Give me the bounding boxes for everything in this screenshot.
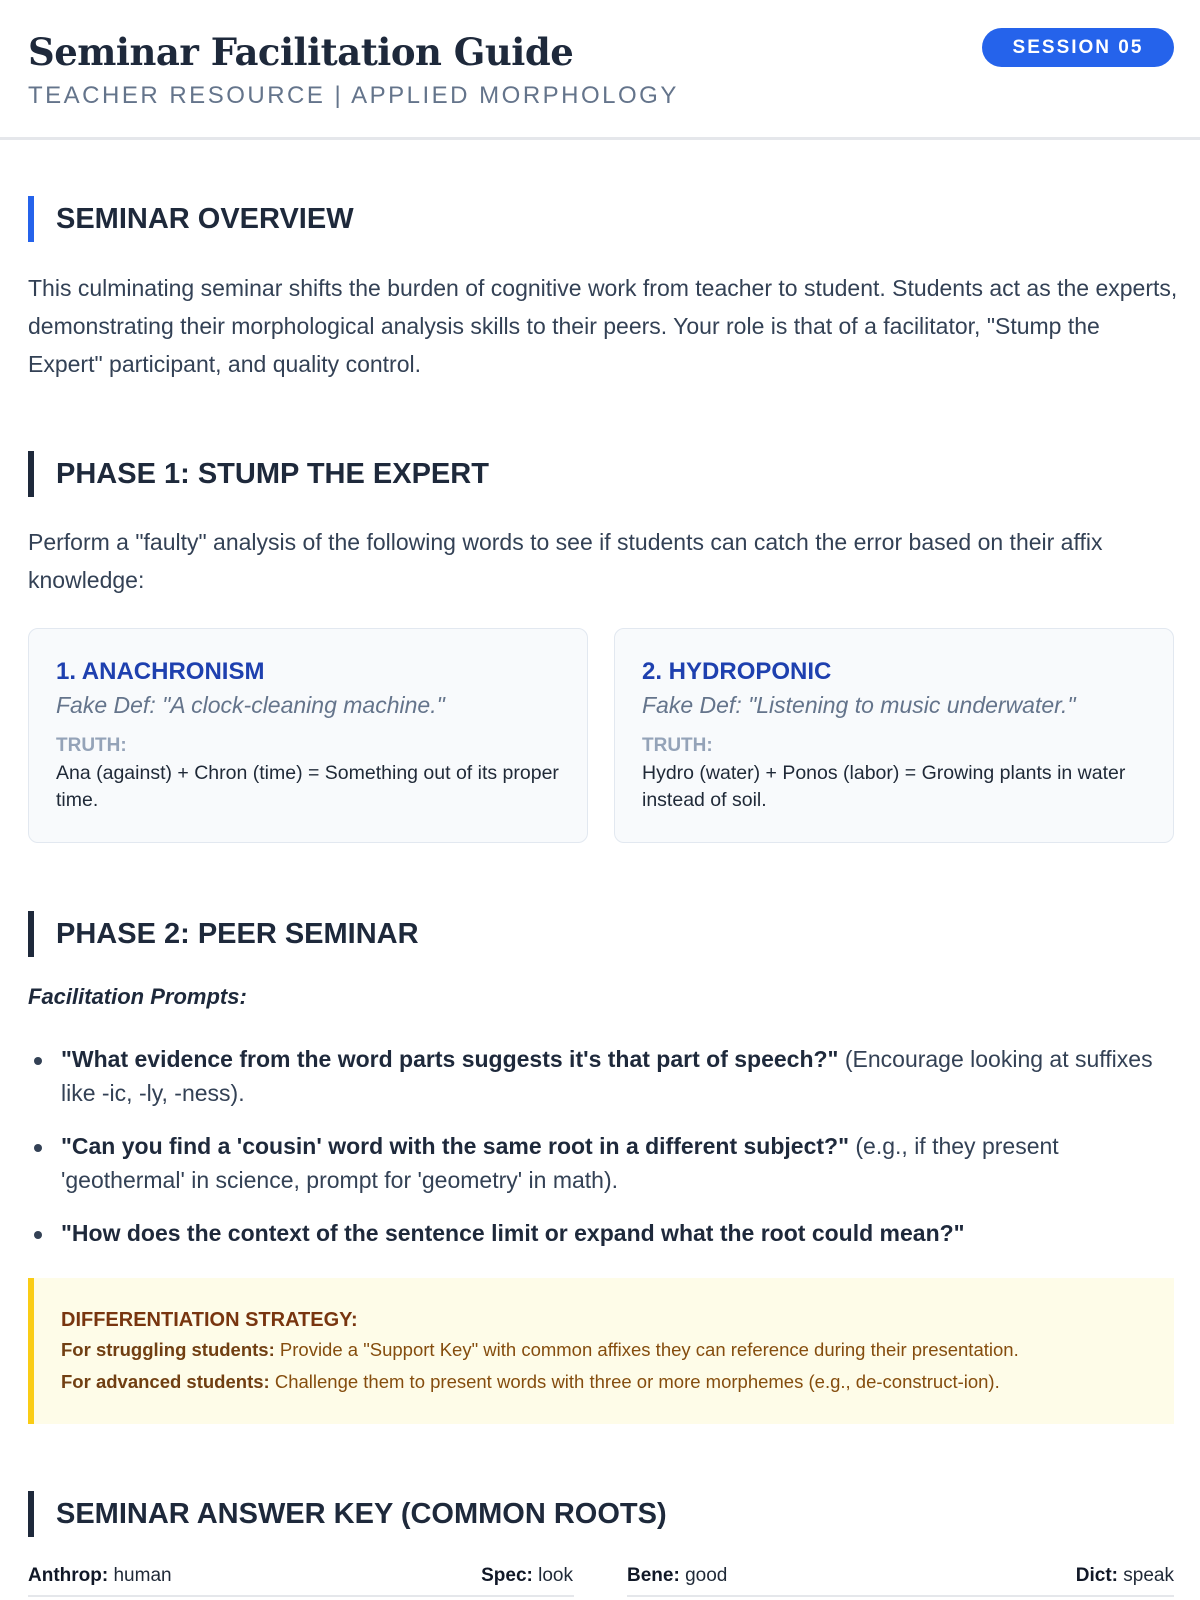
bullet-icon	[34, 1057, 42, 1065]
page-subtitle: TEACHER RESOURCE | APPLIED MORPHOLOGY	[28, 82, 679, 109]
answer-key-heading: SEMINAR ANSWER KEY (COMMON ROOTS)	[28, 1491, 667, 1537]
overview-text: This culminating seminar shifts the burden of cognitive work from teacher to student. Students act as the experts, demonstrating their morphological analysis skills to their peers. Your role is that of a facilitator, "Stump the Expert" participant, and quality control.	[28, 275, 1178, 377]
root-entry-dict	[1076, 1565, 1174, 1587]
card-truth-label: TRUTH:	[642, 735, 713, 756]
prompt-quote: "How does the context of the sentence limit or expand what the root could mean?"	[61, 1220, 965, 1246]
card-fake-definition: Fake Def: "A clock-cleaning machine."	[56, 692, 445, 718]
session-badge: SESSION 05	[982, 28, 1174, 67]
root-term: Bene:	[627, 1565, 680, 1586]
card-word-title: 1. ANACHRONISM	[56, 658, 265, 685]
prompt-item	[28, 1042, 1178, 1110]
prompt-list	[28, 1042, 1178, 1269]
root-meaning: good	[679, 1565, 728, 1586]
card-truth-text: Hydro (water) + Ponos (labor) = Growing plants in water instead of soil.	[642, 762, 1126, 811]
key-divider	[28, 1595, 574, 1597]
root-term: Dict:	[1075, 1565, 1119, 1586]
prompt-item	[28, 1129, 1178, 1197]
root-entry-bene	[627, 1565, 727, 1587]
phase2-heading: PHASE 2: PEER SEMINAR	[28, 911, 419, 957]
strategy-struggling	[61, 1335, 1174, 1365]
root-entry-spec	[481, 1565, 573, 1587]
bullet-icon	[34, 1231, 42, 1239]
page-header	[0, 0, 1200, 140]
prompt-note: (e.g., if they present 'geothermal' in science, prompt for 'geometry' in math).	[61, 1133, 1059, 1193]
key-divider	[627, 1595, 1174, 1597]
differentiation-callout	[28, 1278, 1174, 1424]
phase1-heading: PHASE 1: STUMP THE EXPERT	[28, 451, 489, 497]
prompt-quote: "What evidence from the word parts suggests it's that part of speech?"	[61, 1046, 839, 1072]
strategy-advanced-label: For advanced students:	[61, 1371, 270, 1392]
strategy-title: DIFFERENTIATION STRATEGY:	[61, 1309, 358, 1331]
strategy-advanced	[61, 1367, 1174, 1397]
root-meaning: speak	[1118, 1565, 1174, 1586]
bullet-icon	[34, 1144, 42, 1152]
root-entry-anthrop	[28, 1565, 172, 1587]
strategy-struggling-label: For struggling students:	[61, 1339, 275, 1360]
page-title: Seminar Facilitation Guide	[28, 30, 574, 74]
strategy-struggling-text: Provide a "Support Key" with common affixes they can reference during their presentation.	[274, 1339, 1019, 1360]
strategy-advanced-text: Challenge them to present words with three or more morphemes (e.g., de-construct-ion).	[269, 1371, 1000, 1392]
overview-heading: SEMINAR OVERVIEW	[28, 196, 354, 242]
prompt-note: (Encourage looking at suffixes like -ic, -ly, -ness).	[61, 1046, 1153, 1106]
root-meaning: look	[532, 1565, 573, 1586]
word-card-hydroponic	[614, 628, 1174, 843]
prompts-label: Facilitation Prompts:	[28, 984, 247, 1009]
card-word-title: 2. HYDROPONIC	[642, 658, 832, 685]
root-meaning: human	[108, 1565, 172, 1586]
root-term: Spec:	[481, 1565, 533, 1586]
phase1-intro: Perform a "faulty" analysis of the following words to see if students can catch the error based on their affix knowledge:	[28, 529, 1103, 593]
prompt-item	[28, 1216, 1178, 1250]
card-fake-definition: Fake Def: "Listening to music underwater."	[642, 692, 1076, 718]
root-term: Anthrop:	[28, 1565, 109, 1586]
card-truth-text: Ana (against) + Chron (time) = Something out of its proper time.	[56, 762, 559, 811]
word-card-anachronism	[28, 628, 588, 843]
prompt-quote: "Can you find a 'cousin' word with the same root in a different subject?"	[61, 1133, 849, 1159]
card-truth-label: TRUTH:	[56, 735, 127, 756]
